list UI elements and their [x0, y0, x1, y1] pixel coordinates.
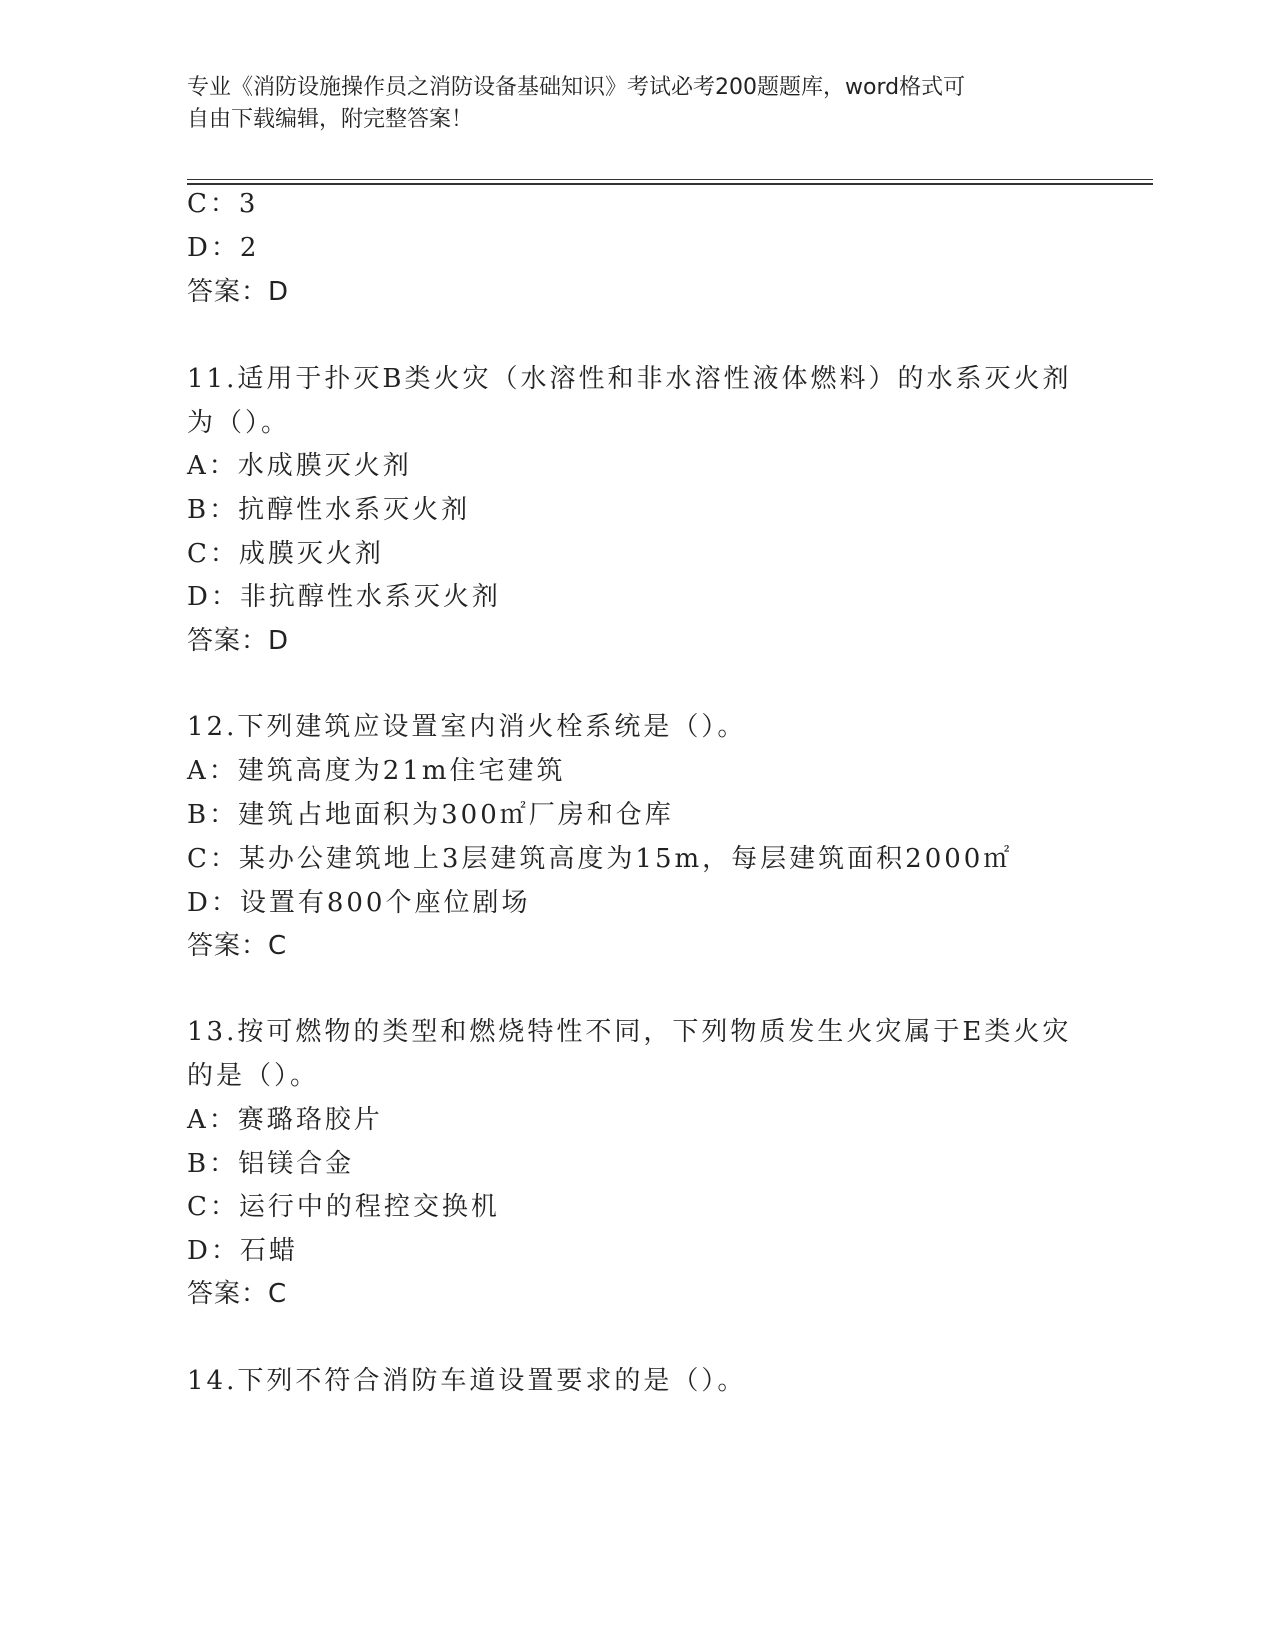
question-11-option-c: C：成膜灭火剂: [187, 539, 384, 569]
question-11-option-b: B：抗醇性水系灭火剂: [187, 495, 471, 525]
header-rule-thin: [187, 179, 1153, 180]
question-11-option-a: A：水成膜灭火剂: [187, 451, 412, 481]
question-13-option-c: C：运行中的程控交换机: [187, 1192, 500, 1222]
question-13-option-b: B：铝镁合金: [187, 1149, 355, 1179]
prev-option-d: D：2: [187, 233, 260, 263]
prev-answer: 答案：D: [187, 277, 290, 307]
question-13-option-d: D：石蜡: [187, 1236, 298, 1266]
header-rule-thick: [187, 183, 1153, 185]
question-12-option-c: C：某办公建筑地上3层建筑高度为15m，每层建筑面积2000㎡: [187, 844, 1013, 874]
question-13-stem-line-2: 的是（）。: [187, 1061, 320, 1091]
question-12-stem-line-1: 12.下列建筑应设置室内消火栓系统是（）。: [187, 712, 747, 742]
question-13-answer: 答案：C: [187, 1279, 288, 1309]
document-header: [187, 72, 1087, 136]
question-12-option-b: B：建筑占地面积为300㎡厂房和仓库: [187, 800, 674, 830]
header-title-line-2: 自由下载编辑，附完整答案！: [187, 107, 474, 132]
question-11-option-d: D：非抗醇性水系灭火剂: [187, 582, 501, 612]
prev-option-c: C：3: [187, 189, 259, 219]
question-12-option-d: D：设置有800个座位剧场: [187, 888, 531, 918]
question-11-stem-line-2: 为（）。: [187, 408, 291, 438]
question-13-stem-line-1: 13.按可燃物的类型和燃烧特性不同，下列物质发生火灾属于E类火灾: [187, 1017, 1072, 1047]
question-12-answer: 答案：C: [187, 931, 288, 961]
question-13-option-a: A：赛璐珞胶片: [187, 1105, 383, 1135]
question-11-answer: 答案：D: [187, 626, 290, 656]
question-14-stem-line-1: 14.下列不符合消防车道设置要求的是（）。: [187, 1366, 747, 1396]
header-title-line-1: 专业《消防设施操作员之消防设备基础知识》考试必考200题题库，word格式可: [187, 75, 966, 100]
question-11-stem-line-1: 11.适用于扑灭B类火灾（水溶性和非水溶性液体燃料）的水系灭火剂: [187, 364, 1072, 394]
question-12-option-a: A：建筑高度为21m住宅建筑: [187, 756, 566, 786]
